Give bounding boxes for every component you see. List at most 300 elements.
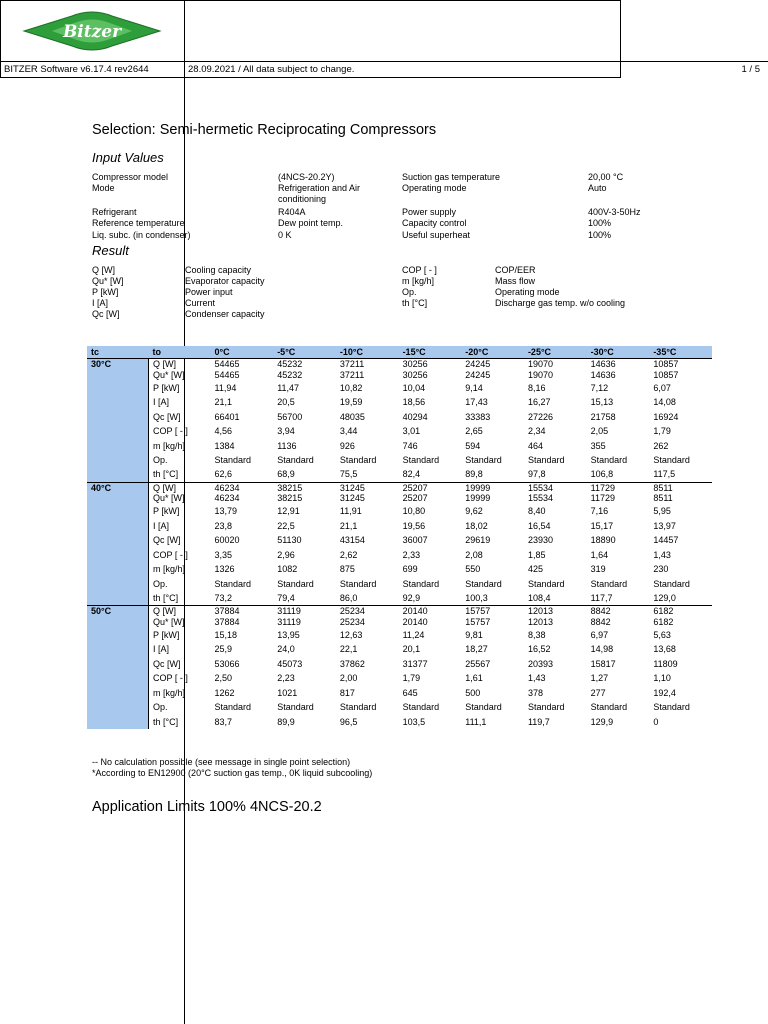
row-label: Op. (149, 700, 211, 714)
table-row (87, 671, 712, 685)
table-cell: 89,8 (465, 469, 483, 480)
table-cell: 54465 (214, 369, 240, 380)
legend-left-symbols: Q [W] Qu* [W] P [kW] I [A] Qc [W] (92, 265, 124, 319)
table-cell: 16,27 (527, 397, 551, 407)
table-row (87, 453, 712, 467)
table-cell: 4,56 (214, 426, 233, 436)
table-cell: Standard (590, 578, 628, 589)
table-cell: Standard (339, 578, 377, 589)
table-cell: 8511 (649, 482, 712, 493)
table-cell: 1,27 (590, 673, 609, 683)
table-cell: 550 (465, 564, 481, 574)
table-cell: Standard (590, 702, 628, 712)
table-row (87, 591, 712, 606)
table-cell: 1,10 (653, 673, 671, 683)
table-cell: 62,6 (214, 469, 233, 480)
row-label: COP [ - ] (149, 548, 211, 562)
svg-text:Bitzer: Bitzer (62, 22, 122, 42)
table-cell: 20140 (402, 616, 428, 627)
legend-right-descriptions: COP/EER Mass flow Operating mode Discharge gas temp. w/o cooling (495, 265, 626, 308)
table-cell: 129,0 (653, 592, 676, 603)
table-cell: Standard (214, 455, 252, 465)
table-cell: 19,56 (402, 520, 426, 531)
col-header: -25°C (524, 346, 587, 359)
table-cell: 1,79 (653, 426, 671, 436)
table-cell: 3,01 (402, 426, 421, 436)
row-label: Op. (149, 577, 211, 591)
table-cell: 15757 (465, 616, 491, 627)
row-label: m [kg/h] (149, 562, 211, 577)
note: *According to EN12900 (20°C suction gas temp., 0K liquid subcooling) (92, 768, 373, 778)
table-cell: 8,16 (527, 382, 546, 393)
table-cell: 1021 (277, 687, 298, 698)
table-cell: 11729 (590, 493, 615, 503)
table-cell: 25234 (339, 616, 365, 627)
table-cell: 27226 (527, 411, 553, 422)
table-cell: 8842 (587, 606, 650, 617)
table-cell: Standard (527, 702, 565, 712)
table-cell: 19070 (527, 369, 553, 380)
table-cell: 13,97 (653, 520, 676, 531)
table-cell: 36007 (402, 535, 428, 545)
table-cell: 18,02 (465, 520, 488, 531)
note: -- No calculation possible (see message in single point selection) (92, 757, 351, 767)
table-cell: Standard (339, 455, 377, 465)
table-cell: 117,7 (590, 592, 613, 603)
table-cell: 464 (527, 440, 543, 451)
input-values-heading: Input Values (92, 150, 164, 165)
table-cell: 6,07 (653, 382, 671, 393)
row-label: Op. (149, 453, 211, 467)
table-cell: Standard (339, 702, 377, 712)
table-cell: Standard (465, 578, 502, 589)
table-cell: 2,23 (277, 673, 295, 683)
condensing-temp-cell: 30°C (87, 359, 149, 483)
table-cell: 355 (590, 440, 606, 451)
table-cell: 8842 (590, 616, 611, 627)
table-cell: 1,79 (402, 673, 421, 683)
input-values-right-labels: Suction gas temperature Operating mode Power supply Capacity control Useful superheat (402, 172, 501, 240)
table-row (87, 504, 712, 519)
table-row (87, 616, 712, 627)
table-cell: 14,08 (653, 397, 676, 407)
table-cell: 11,91 (339, 506, 362, 516)
table-cell: 3,94 (277, 426, 295, 436)
table-cell: 262 (653, 440, 669, 451)
table-cell: 8,38 (527, 629, 546, 640)
table-cell: 319 (590, 564, 606, 574)
row-label: Qc [W] (149, 533, 211, 548)
table-cell: 2,05 (590, 426, 609, 436)
table-row (87, 562, 712, 577)
table-cell: 73,2 (214, 592, 233, 603)
table-cell: Standard (527, 578, 565, 589)
table-cell: 19999 (465, 493, 491, 503)
table-cell: 45073 (277, 658, 303, 669)
table-cell: 15817 (590, 658, 616, 669)
table-cell: 8,40 (527, 506, 546, 516)
table-cell: 1,43 (527, 673, 546, 683)
table-cell: 10,82 (339, 382, 363, 393)
table-cell: 14636 (587, 359, 650, 370)
table-cell: 129,9 (590, 716, 614, 727)
table-cell: 19,59 (339, 397, 363, 407)
table-cell: Standard (214, 702, 252, 712)
table-cell: 117,5 (653, 469, 676, 480)
table-cell: 1,85 (527, 549, 546, 560)
table-cell: 51130 (277, 535, 302, 545)
row-label: P [kW] (149, 380, 211, 395)
table-cell: 31119 (277, 616, 301, 627)
table-cell: Standard (402, 702, 440, 712)
table-cell: 20,5 (277, 397, 295, 407)
table-cell: 37211 (336, 359, 399, 370)
table-cell: 38215 (277, 493, 303, 503)
table-cell: 19070 (524, 359, 587, 370)
table-cell: 0 (653, 716, 659, 727)
table-cell: 277 (590, 687, 606, 698)
table-cell: 16924 (653, 411, 679, 422)
row-label: COP [ - ] (149, 671, 211, 685)
table-cell: 31119 (273, 606, 336, 617)
table-cell: 1262 (214, 687, 235, 698)
table-cell: 25,9 (214, 644, 233, 654)
table-cell: 40294 (402, 411, 428, 422)
table-row (87, 606, 712, 617)
table-cell: 645 (402, 687, 418, 698)
row-label: Q [W] (149, 606, 211, 617)
table-cell: 31377 (402, 658, 428, 669)
table-cell: 15534 (524, 482, 587, 493)
table-cell: 11,94 (214, 382, 237, 393)
table-cell: Standard (277, 455, 314, 465)
table-row (87, 424, 712, 438)
table-cell: 53066 (214, 658, 240, 669)
table-cell: 25207 (399, 482, 462, 493)
table-cell: 24245 (461, 359, 524, 370)
table-cell: 43154 (339, 535, 365, 545)
table-cell: 16,54 (527, 520, 551, 531)
table-cell: 18,27 (465, 644, 488, 654)
row-label: Qu* [W] (149, 616, 211, 627)
col-header: to (149, 346, 211, 359)
table-cell: 68,9 (277, 469, 295, 480)
table-cell: 12013 (527, 616, 553, 627)
table-row (87, 642, 712, 656)
table-cell: 9,14 (465, 382, 483, 393)
table-cell: 37884 (214, 616, 240, 627)
row-label: th [°C] (149, 467, 211, 482)
row-label: Qu* [W] (149, 493, 211, 504)
table-cell: 25567 (465, 658, 491, 669)
table-cell: Standard (402, 455, 440, 465)
table-cell: 3,35 (214, 549, 233, 560)
row-label: COP [ - ] (149, 424, 211, 438)
table-row (87, 467, 712, 482)
table-row (87, 369, 712, 380)
table-cell: 2,08 (465, 549, 483, 560)
row-label: I [A] (149, 642, 211, 656)
table-cell: 9,81 (465, 629, 483, 640)
table-cell: 875 (339, 564, 355, 574)
table-cell: Standard (590, 455, 628, 465)
table-row (87, 577, 712, 591)
table-cell: 6,97 (590, 629, 609, 640)
table-header-row (87, 346, 712, 359)
table-cell: 817 (339, 687, 355, 698)
table-cell: 12,91 (277, 506, 300, 516)
table-cell: 119,7 (527, 716, 550, 727)
row-label: Qu* [W] (149, 369, 211, 380)
table-cell: Standard (653, 578, 690, 589)
table-cell: 66401 (214, 411, 240, 422)
table-row (87, 685, 712, 700)
table-cell: 21758 (590, 411, 616, 422)
table-cell: 86,0 (339, 592, 358, 603)
row-label: P [kW] (149, 627, 211, 642)
legend-left-descriptions: Cooling capacity Evaporator capacity Power input Current Condenser capacity (185, 265, 265, 319)
table-row (87, 627, 712, 642)
table-cell: 5,63 (653, 629, 671, 640)
table-cell: 15,17 (590, 520, 614, 531)
table-cell: 92,9 (402, 592, 421, 603)
table-cell: 103,5 (402, 716, 426, 727)
table-cell: Standard (653, 455, 690, 465)
table-cell: 46234 (214, 493, 240, 503)
table-cell: 11,24 (402, 629, 425, 640)
table-cell: 45232 (277, 369, 303, 380)
table-cell: 23930 (527, 535, 553, 545)
table-cell: 97,8 (527, 469, 546, 480)
table-cell: Standard (277, 702, 314, 712)
table-cell: 6182 (649, 606, 712, 617)
table-cell: 230 (653, 564, 669, 574)
table-cell: 22,1 (339, 644, 358, 654)
table-cell: 108,4 (527, 592, 551, 603)
application-limits-title: Application Limits 100% 4NCS-20.2 (92, 799, 322, 815)
col-header: 0°C (211, 346, 274, 359)
table-cell: 22,5 (277, 520, 295, 531)
row-label: Q [W] (149, 482, 211, 493)
date-note: 28.09.2021 / All data subject to change. (188, 64, 355, 75)
table-cell: 46234 (211, 482, 274, 493)
table-cell: 10857 (649, 359, 712, 370)
col-header: -10°C (336, 346, 399, 359)
table-cell: 5,95 (653, 506, 671, 516)
table-cell: 2,33 (402, 549, 421, 560)
table-cell: 11,47 (277, 382, 300, 393)
table-row (87, 380, 712, 395)
bitzer-logo (22, 6, 162, 61)
table-cell: 1326 (214, 564, 235, 574)
notes (92, 757, 372, 779)
table-cell: 60020 (214, 535, 240, 545)
row-label: m [kg/h] (149, 438, 211, 453)
table-cell: 1384 (214, 440, 235, 451)
table-cell: 48035 (339, 411, 365, 422)
table-cell: 33383 (465, 411, 491, 422)
header-box (0, 0, 760, 78)
page-number: 1 / 5 (741, 64, 760, 75)
col-header: -20°C (461, 346, 524, 359)
table-cell: 1136 (277, 440, 297, 451)
table-cell: 926 (339, 440, 355, 451)
table-cell: 2,50 (214, 673, 233, 683)
table-cell: 500 (465, 687, 481, 698)
table-cell: 7,12 (590, 382, 609, 393)
row-label: th [°C] (149, 591, 211, 606)
table-cell: 15757 (461, 606, 524, 617)
table-cell: 17,43 (465, 397, 488, 407)
col-header: -30°C (587, 346, 650, 359)
table-cell: 24245 (465, 369, 491, 380)
input-row: Mode (92, 183, 115, 193)
table-cell: 1,61 (465, 673, 483, 683)
table-cell: 14457 (653, 535, 679, 545)
table-cell: 11809 (653, 658, 678, 669)
table-cell: 3,44 (339, 426, 358, 436)
input-values-left-2: Refrigerant Reference temperature Liq. subc. (in condenser) (92, 207, 191, 240)
table-cell: 25234 (336, 606, 399, 617)
table-cell: 19999 (461, 482, 524, 493)
table-cell: Standard (277, 578, 314, 589)
condensing-temp-cell: 40°C (87, 482, 149, 606)
table-cell: 15,13 (590, 397, 614, 407)
table-cell: 37211 (339, 369, 365, 380)
table-cell: 594 (465, 440, 481, 451)
table-cell: 106,8 (590, 469, 614, 480)
table-cell: 30256 (399, 359, 462, 370)
input-row: Compressor model (92, 172, 169, 182)
table-cell: 1082 (277, 564, 298, 574)
table-cell: 15,18 (214, 629, 238, 640)
row-label: Qc [W] (149, 409, 211, 424)
row-label: P [kW] (149, 504, 211, 519)
table-cell: 25207 (402, 493, 428, 503)
table-cell: 37884 (211, 606, 274, 617)
input-values-right-vals: 20,00 °C Auto 400V-3-50Hz 100% 100% (588, 172, 641, 240)
table-cell: Standard (465, 455, 502, 465)
table-row (87, 714, 712, 729)
row-label: m [kg/h] (149, 685, 211, 700)
table-cell: 75,5 (339, 469, 358, 480)
table-cell: 100,3 (465, 592, 488, 603)
table-cell: 29619 (465, 535, 491, 545)
table-cell: 31245 (339, 493, 365, 503)
legend-right-symbols: COP [ - ] m [kg/h] Op. th [°C] (402, 265, 437, 308)
table-row (87, 533, 712, 548)
col-header: -5°C (273, 346, 336, 359)
table-cell: Standard (653, 702, 690, 712)
table-cell: 13,68 (653, 644, 676, 654)
software-version: BITZER Software v6.17.4 rev2644 (4, 64, 149, 75)
table-cell: 23,8 (214, 520, 233, 531)
table-cell: 2,62 (339, 549, 358, 560)
table-cell: 79,4 (277, 592, 295, 603)
row-label: th [°C] (149, 714, 211, 729)
table-cell: 12013 (524, 606, 587, 617)
table-row (87, 482, 712, 493)
table-row (87, 395, 712, 409)
table-cell: 54465 (211, 359, 274, 370)
input-values-left-vals: (4NCS-20.2Y) Refrigeration and Air conditioning R404A Dew point temp. 0 K (278, 172, 361, 240)
table-cell: 89,9 (277, 716, 295, 727)
table-cell: 1,64 (590, 549, 609, 560)
table-cell: 746 (402, 440, 418, 451)
table-cell: 16,52 (527, 644, 551, 654)
table-cell: 699 (402, 564, 418, 574)
table-cell: 30256 (402, 369, 428, 380)
input-values-left (92, 172, 168, 194)
table-cell: 2,00 (339, 673, 358, 683)
result-heading: Result (92, 243, 129, 258)
table-cell: 8511 (653, 493, 673, 503)
table-row (87, 700, 712, 714)
table-cell: 2,96 (277, 549, 295, 560)
row-label: I [A] (149, 519, 211, 533)
page-title: Selection: Semi-hermetic Reciprocating Compressors (92, 122, 437, 138)
table-cell: 192,4 (653, 687, 676, 698)
table-cell: 21,1 (214, 397, 233, 407)
col-header: -35°C (649, 346, 712, 359)
row-label: Q [W] (149, 359, 211, 370)
table-cell: Standard (527, 455, 565, 465)
table-cell: 14636 (590, 369, 616, 380)
table-cell: 20393 (527, 658, 553, 669)
table-cell: 10,04 (402, 382, 426, 393)
table-cell: 18,56 (402, 397, 426, 407)
table-cell: 13,95 (277, 629, 300, 640)
table-row (87, 656, 712, 671)
table-cell: 24,0 (277, 644, 295, 654)
table-row (87, 519, 712, 533)
table-cell: 38215 (273, 482, 336, 493)
table-cell: 9,62 (465, 506, 483, 516)
table-row (87, 438, 712, 453)
table-cell: 6182 (653, 616, 674, 627)
table-cell: 425 (527, 564, 543, 574)
table-row (87, 409, 712, 424)
table-cell: 11729 (587, 482, 650, 493)
table-row (87, 359, 712, 370)
table-cell: 10857 (653, 369, 679, 380)
table-cell: 20,1 (402, 644, 421, 654)
table-cell: 111,1 (465, 716, 487, 727)
row-label: I [A] (149, 395, 211, 409)
table-cell: 2,65 (465, 426, 483, 436)
table-cell: Standard (465, 702, 502, 712)
table-cell: 15534 (527, 493, 553, 503)
table-cell: 13,79 (214, 506, 238, 516)
table-cell: 21,1 (339, 520, 358, 531)
col-header: tc (87, 346, 149, 359)
table-cell: Standard (402, 578, 440, 589)
table-cell: Standard (214, 578, 252, 589)
row-label: Qc [W] (149, 656, 211, 671)
table-cell: 2,34 (527, 426, 546, 436)
table-cell: 12,63 (339, 629, 363, 640)
col-header: -15°C (399, 346, 462, 359)
table-cell: 45232 (273, 359, 336, 370)
table-cell: 83,7 (214, 716, 233, 727)
table-cell: 18890 (590, 535, 616, 545)
table-cell: 1,43 (653, 549, 671, 560)
result-table (87, 346, 712, 729)
table-cell: 378 (527, 687, 543, 698)
condensing-temp-cell: 50°C (87, 606, 149, 730)
table-cell: 56700 (277, 411, 303, 422)
table-cell: 31245 (336, 482, 399, 493)
